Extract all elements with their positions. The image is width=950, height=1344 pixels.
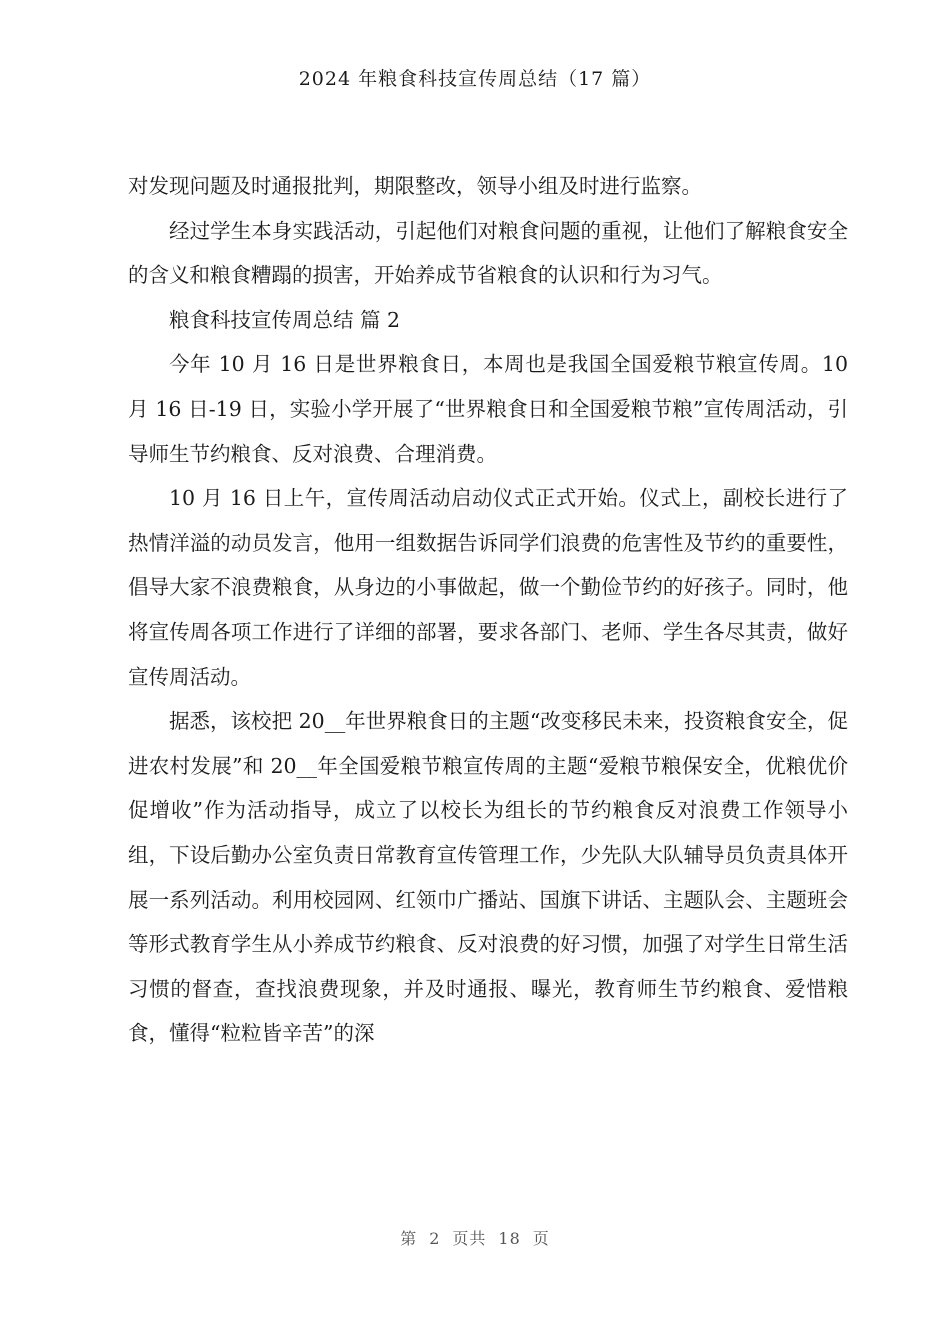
footer-total-pages: 18 (498, 1229, 521, 1248)
page-header-title: 2024 年粮食科技宣传周总结（17 篇） (298, 68, 652, 90)
footer-prefix: 第 (400, 1229, 418, 1248)
body-paragraph-1: 对发现问题及时通报批判，期限整改，领导小组及时进行监察。 (128, 174, 702, 198)
body-paragraph-4: 10 月 16 日上午，宣传周活动启动仪式正式开始。仪式上，副校长进行了热情洋溢的动员发言，他用一组数据告诉同学们浪费的危害性及节约的重要性，倡导大家不浪费粮食，从身边的小事做起，做一个勤俭节约的好孩子。同时，他将宣传周各项工作进行了详细的部署，要求各部门、老师、学生各尽其责，做好宣传周活动。 (128, 486, 848, 689)
body-paragraph-3: 今年 10 月 16 日是世界粮食日，本周也是我国全国爱粮节粮宣传周。10 月 16 日-19 日，实验小学开展了“世界粮食日和全国爱粮节粮”宣传周活动，引导师生节约粮食、反对浪费、合理消费。 (128, 352, 848, 466)
footer-suffix: 页 (532, 1229, 550, 1248)
document-body (128, 164, 848, 1056)
body-paragraph-5: 据悉，该校把 20__年世界粮食日的主题“改变移民未来，投资粮食安全，促进农村发展”和 20__年全国爱粮节粮宣传周的主题“爱粮节粮保安全，优粮优价促增收”作为活动指导，成立了以校长为组长的节约粮食反对浪费工作领导小组，下设后勤办公室负责日常教育宣传管理工作，少先队大队辅导员负责具体开展一系列活动。利用校园网、红领巾广播站、国旗下讲话、主题队会、主题班会等形式教育学生从小养成节约粮食、反对浪费的好习惯，加强了对学生日常生活习惯的督查，查找浪费现象，并及时通报、曝光，教育师生节约粮食、爱惜粮食，懂得“粒粒皆辛苦”的深 (128, 709, 848, 1046)
footer-page-number: 2 (429, 1229, 441, 1248)
page-footer (0, 1226, 950, 1249)
section-heading: 粮食科技宣传周总结 篇 2 (169, 307, 401, 332)
footer-middle: 页共 (452, 1229, 487, 1248)
body-paragraph-2: 经过学生本身实践活动，引起他们对粮食问题的重视，让他们了解粮食安全的含义和粮食糟蹋的损害，开始养成节省粮食的认识和行为习气。 (128, 218, 848, 288)
